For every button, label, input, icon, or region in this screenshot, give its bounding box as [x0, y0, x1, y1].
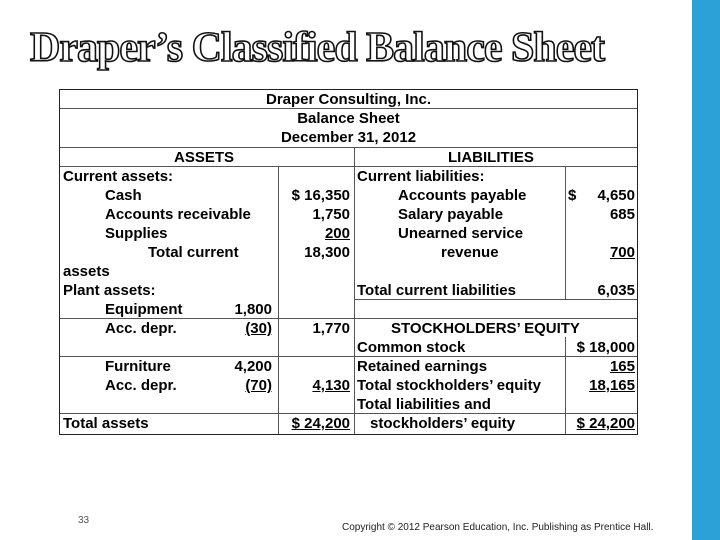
company-name: Draper Consulting, Inc. — [265, 91, 431, 108]
accounts-receivable-label: Accounts receivable — [105, 206, 251, 223]
supplies-label: Supplies — [105, 225, 168, 242]
unearned-amount: 700 — [609, 244, 635, 261]
accounts-payable-label: Accounts payable — [398, 187, 527, 204]
column-divider — [278, 166, 279, 434]
balance-sheet-table — [59, 89, 638, 435]
acc-depr-equipment-amount: (30) — [245, 320, 272, 337]
slide-title: Draper’s Classified Balance Sheet — [30, 25, 604, 71]
assets-word: assets — [63, 263, 110, 280]
revenue-label: revenue — [441, 244, 499, 261]
statement-name: Balance Sheet — [297, 110, 400, 127]
page-number: 33 — [78, 515, 90, 526]
common-stock-amount: $ 18,000 — [576, 339, 635, 356]
total-current-liabilities-amount: 6,035 — [597, 282, 635, 299]
stockholders-equity-label: stockholders’ equity — [370, 415, 516, 432]
supplies-amount: 200 — [324, 225, 350, 242]
liabilities-header: LIABILITIES — [448, 149, 534, 166]
retained-earnings-label: Retained earnings — [357, 358, 488, 375]
current-liabilities-label: Current liabilities: — [357, 168, 485, 185]
acc-depr-furniture-label: Acc. depr. — [105, 377, 177, 394]
salary-payable-label: Salary payable — [398, 206, 504, 223]
acc-depr-furniture-amount: (70) — [245, 377, 272, 394]
assets-header: ASSETS — [174, 149, 235, 166]
column-divider — [354, 147, 355, 434]
accounts-payable-amount: 4,650 — [597, 187, 635, 204]
total-equity-label: Total stockholders’ equity — [357, 377, 541, 394]
total-current-liabilities-label: Total current liabilities — [357, 282, 516, 299]
furniture-amount: 4,200 — [234, 358, 272, 375]
unearned-service-label: Unearned service — [398, 225, 524, 242]
equipment-amount: 1,800 — [234, 301, 272, 318]
cash-amount: $ 16,350 — [291, 187, 350, 204]
total-assets-amount: $ 24,200 — [291, 415, 350, 432]
acc-depr-equipment-label: Acc. depr. — [105, 320, 177, 337]
furniture-net-amount: 4,130 — [312, 377, 350, 394]
total-current-amount: 18,300 — [304, 244, 350, 261]
current-assets-label: Current assets: — [63, 168, 174, 185]
common-stock-label: Common stock — [357, 339, 466, 356]
equipment-label: Equipment — [105, 301, 183, 318]
row-divider — [60, 147, 637, 148]
statement-date: December 31, 2012 — [280, 129, 417, 146]
copyright-notice: Copyright © 2012 Pearson Education, Inc. Publishing as Prentice Hall. — [342, 522, 654, 533]
furniture-label: Furniture — [105, 358, 171, 375]
retained-earnings-amount: 165 — [609, 358, 635, 375]
equipment-net-amount: 1,770 — [312, 320, 350, 337]
equity-header: STOCKHOLDERS’ EQUITY — [391, 320, 580, 337]
column-divider — [565, 337, 566, 434]
accounts-payable-dollar: $ — [568, 187, 577, 204]
slide-accent-bar — [692, 0, 720, 540]
total-liabilities-amount: $ 24,200 — [576, 415, 635, 432]
salary-payable-amount: 685 — [609, 206, 635, 223]
total-assets-label: Total assets — [63, 415, 149, 432]
total-current-label: Total current — [148, 244, 239, 261]
cash-label: Cash — [105, 187, 142, 204]
plant-assets-label: Plant assets: — [63, 282, 156, 299]
total-liabilities-and-label: Total liabilities and — [357, 396, 491, 413]
accounts-receivable-amount: 1,750 — [312, 206, 350, 223]
column-divider — [565, 166, 566, 299]
total-equity-amount: 18,165 — [589, 377, 635, 394]
